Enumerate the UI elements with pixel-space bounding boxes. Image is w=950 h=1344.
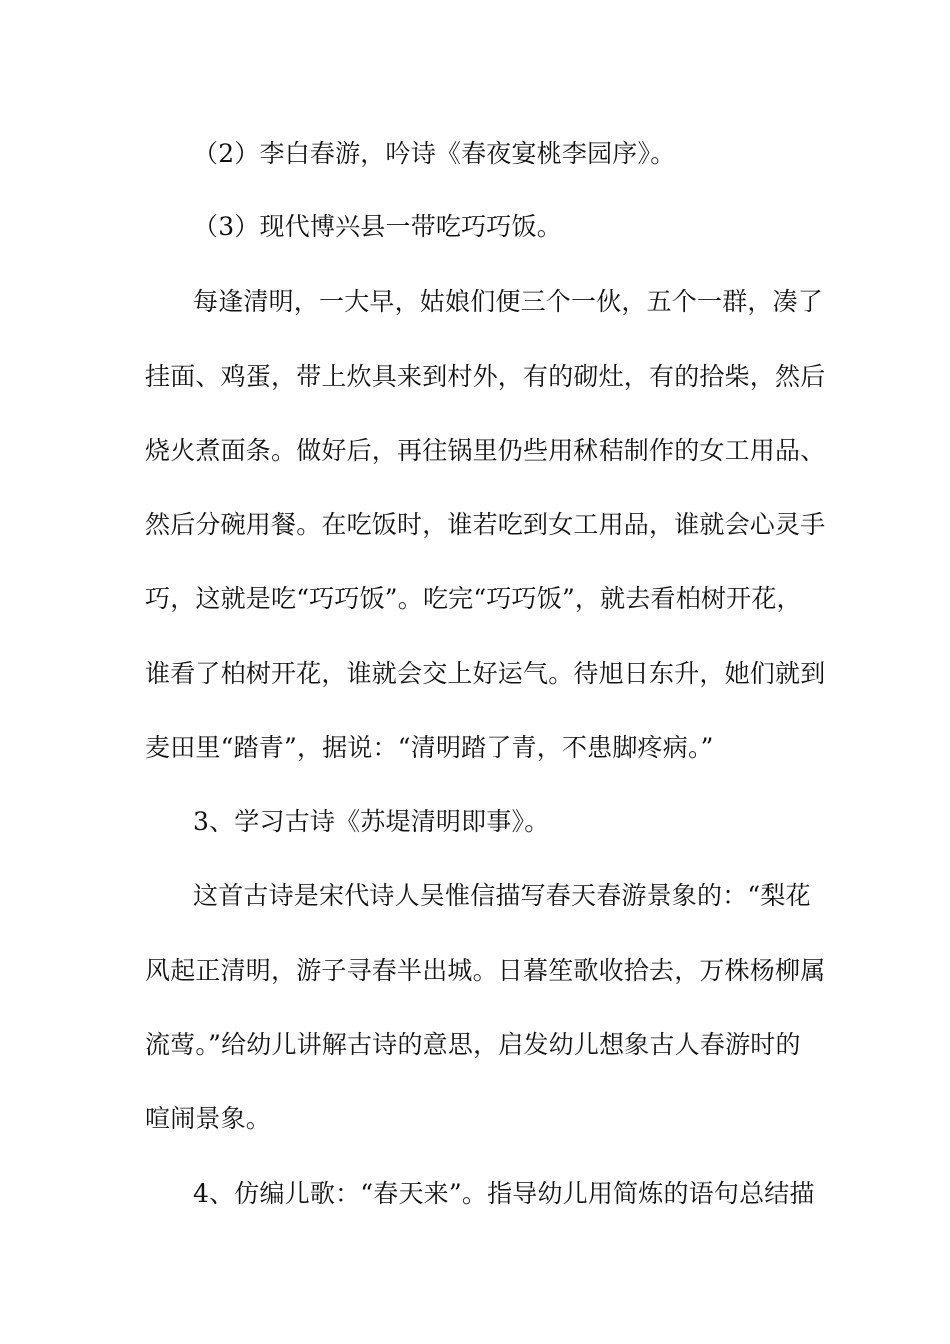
text-line: 挂面、鸡蛋，带上炊具来到村外，有的砌灶，有的拾柴，然后 (145, 362, 826, 391)
paragraph-start-line: 这首古诗是宋代诗人吴惟信描写春天春游景象的：“梨花 (193, 881, 811, 910)
text-line: 烧火煮面条。做好后，再往锅里仍些用秫秸制作的女工用品、 (145, 436, 826, 465)
text-line: （2）李白春游，吟诗《春夜宴桃李园序》。 (193, 139, 676, 168)
section-heading: 3、学习古诗《苏堤清明即事》。 (193, 807, 550, 836)
text-line: 巧，这就是吃“巧巧饭”。吃完“巧巧饭”，就去看柏树开花， (145, 584, 802, 613)
text-line: 麦田里“踏青”，据说：“清明踏了青，不患脚疼病。” (145, 733, 714, 762)
text-line: 风起正清明，游子寻春半出城。日暮笙歌收拾去，万株杨柳属 (145, 956, 826, 985)
text-line: 谁看了柏树开花，谁就会交上好运气。待旭日东升，她们就到 (145, 659, 826, 688)
paragraph-start-line: 每逢清明，一大早，姑娘们便三个一伙，五个一群，凑了 (193, 287, 824, 316)
text-line: （3）现代博兴县一带吃巧巧饭。 (193, 212, 562, 241)
section-heading: 4、仿编儿歌：“春天来”。指导幼儿用简炼的语句总结描 (193, 1179, 815, 1208)
text-line: 然后分碗用餐。在吃饭时，谁若吃到女工用品，谁就会心灵手 (145, 510, 826, 539)
text-line: 流莺。”给幼儿讲解古诗的意思，启发幼儿想象古人春游时的 (145, 1030, 801, 1059)
text-line: 喧闹景象。 (145, 1104, 272, 1133)
